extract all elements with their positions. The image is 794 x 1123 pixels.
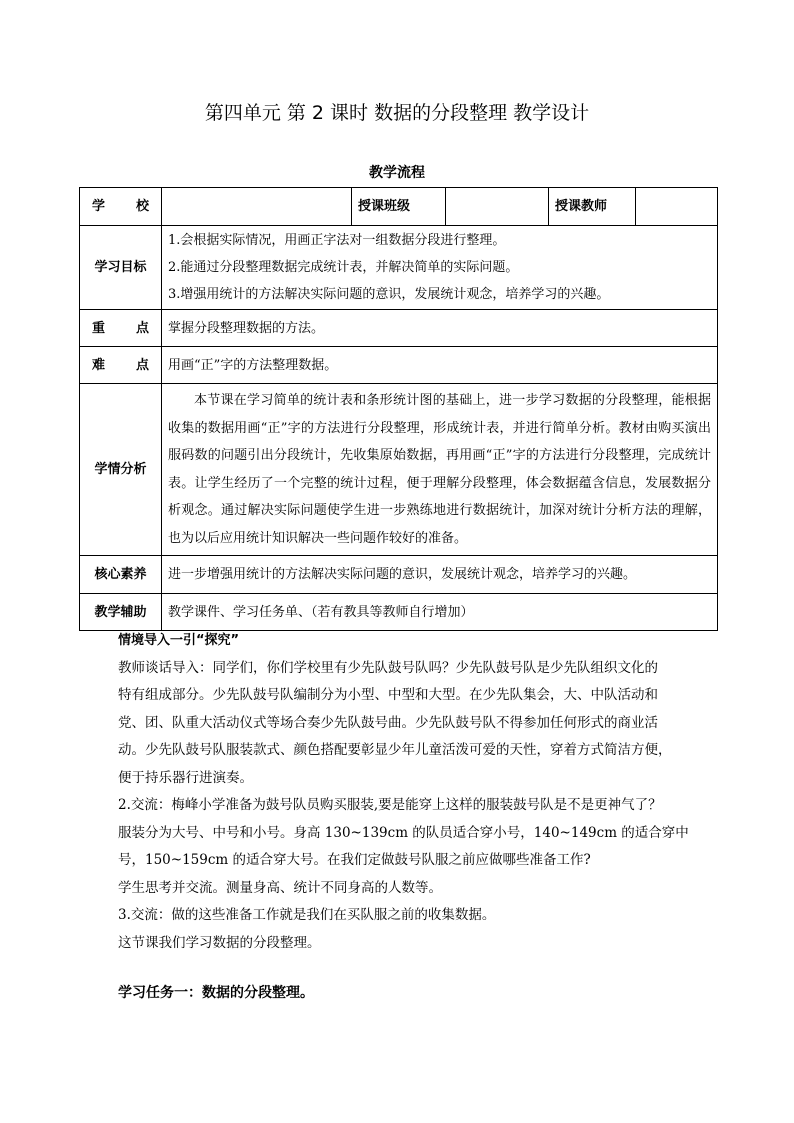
school-label-char-2: 校: [135, 199, 149, 214]
school-value-cell: [162, 188, 352, 226]
school-label-cell: [80, 188, 162, 226]
key-label-char-1: 重: [92, 320, 106, 336]
body-line: 动。少先队鼓号队服装款式、颜色搭配要彰显少年儿童活泼可爱的天性，穿着方式简洁方便，: [118, 742, 672, 758]
difficulty-label-char-1: 难: [92, 357, 106, 373]
lesson-plan-table: [79, 187, 718, 631]
body-line: 党、团、队重大活动仪式等场合奏少先队鼓号曲。少先队鼓号队不得参加任何形式的商业活: [118, 714, 658, 731]
teacher-label: 授课教师: [549, 188, 636, 226]
body-line: 3.交流：做的这些准备工作就是我们在买队服之前的收集数据。: [118, 907, 496, 923]
body-line: 便于持乐器行进演奏。: [118, 769, 253, 786]
key-point-text: 掌握分段整理数据的方法。: [162, 310, 718, 347]
goals-cell: [162, 226, 718, 310]
body-line: 这节课我们学习数据的分段整理。: [118, 934, 321, 951]
class-value-cell: [446, 188, 549, 226]
lesson-body: [118, 627, 698, 957]
row-key-point: [80, 310, 718, 347]
body-line: 号，150~159cm 的适合穿大号。在我们定做鼓号队服之前应做哪些准备工作?: [118, 852, 591, 868]
difficulty-label-char-2: 点: [135, 357, 149, 373]
literacy-label: 核心素养: [80, 556, 162, 594]
key-label-char-2: 点: [135, 320, 149, 336]
teacher-value-cell: [636, 188, 718, 226]
analysis-text: 本节课在学习简单的统计表和条形统计图的基础上，进一步学习数据的分段整理，能根据收集的数据用画“正”字的方法进行分段整理，形成统计表，并进行简单分析。教材由购买演出服码数的问题引出分段统计，先收集原始数据，再用画“正”字的方法进行分段整理，完成统计表。让学生经历了一个完整的统计过程，便于理解分段整理，体会数据蕴含信息，发展数据分析观念。通过解决实际问题使学生进一步熟练地进行数据统计，加深对统计分析方法的理解，也为以后应用统计知识解决一些问题作较好的准备。: [168, 393, 711, 546]
class-label: 授课班级: [352, 188, 446, 226]
analysis-cell: [162, 384, 718, 556]
aids-label: 教学辅助: [80, 594, 162, 631]
row-literacy: [80, 556, 718, 594]
key-label-cell: [80, 310, 162, 347]
row-analysis: [80, 384, 718, 556]
row-goals: [80, 226, 718, 310]
row-aids: [80, 594, 718, 631]
goal-item: 1.会根据实际情况，用画正字法对一组数据分段进行整理。: [168, 233, 506, 248]
row-school: [80, 188, 718, 226]
analysis-label: 学情分析: [80, 384, 162, 556]
aids-text: 教学课件、学习任务单、（若有教具等教师自行增加）: [162, 594, 718, 631]
goal-item: 3.增强用统计的方法解决实际问题的意识，发展统计观念，培养学习的兴趣。: [168, 287, 610, 302]
goal-item: 2.能通过分段整理数据完成统计表，并解决简单的实际问题。: [168, 260, 519, 275]
difficulty-label-cell: [80, 347, 162, 384]
body-line: 2.交流：梅峰小学准备为鼓号队员购买服装,要是能穿上这样的服装鼓号队是不是更神气了？: [118, 797, 662, 813]
body-line: 服装分为大号、中号和小号。身高 130~139cm 的队员适合穿小号，140~149cm 的适合穿中: [118, 824, 689, 841]
section-subtitle: 教学流程: [369, 165, 425, 181]
school-label-char-1: 学: [92, 199, 106, 214]
row-difficulty: [80, 347, 718, 384]
body-line: 教师谈话导入：同学们，你们学校里有少先队鼓号队吗？少先队鼓号队是少先队组织文化的: [118, 659, 658, 676]
goals-label: 学习目标: [80, 226, 162, 310]
difficulty-text: 用画“正”字的方法整理数据。: [162, 347, 718, 384]
body-line: 特有组成部分。少先队鼓号队编制分为小型、中型和大型。在少先队集会，大、中队活动和: [118, 687, 658, 703]
document-title: 第四单元 第 2 课时 数据的分段整理 教学设计: [204, 102, 590, 124]
section-heading: 情境导入一引“探究”: [118, 633, 240, 648]
literacy-text: 进一步增强用统计的方法解决实际问题的意识，发展统计观念，培养学习的兴趣。: [162, 556, 718, 594]
task-title: 学习任务一：数据的分段整理。: [118, 985, 314, 1001]
body-line: 学生思考并交流。测量身高、统计不同身高的人数等。: [118, 879, 442, 896]
